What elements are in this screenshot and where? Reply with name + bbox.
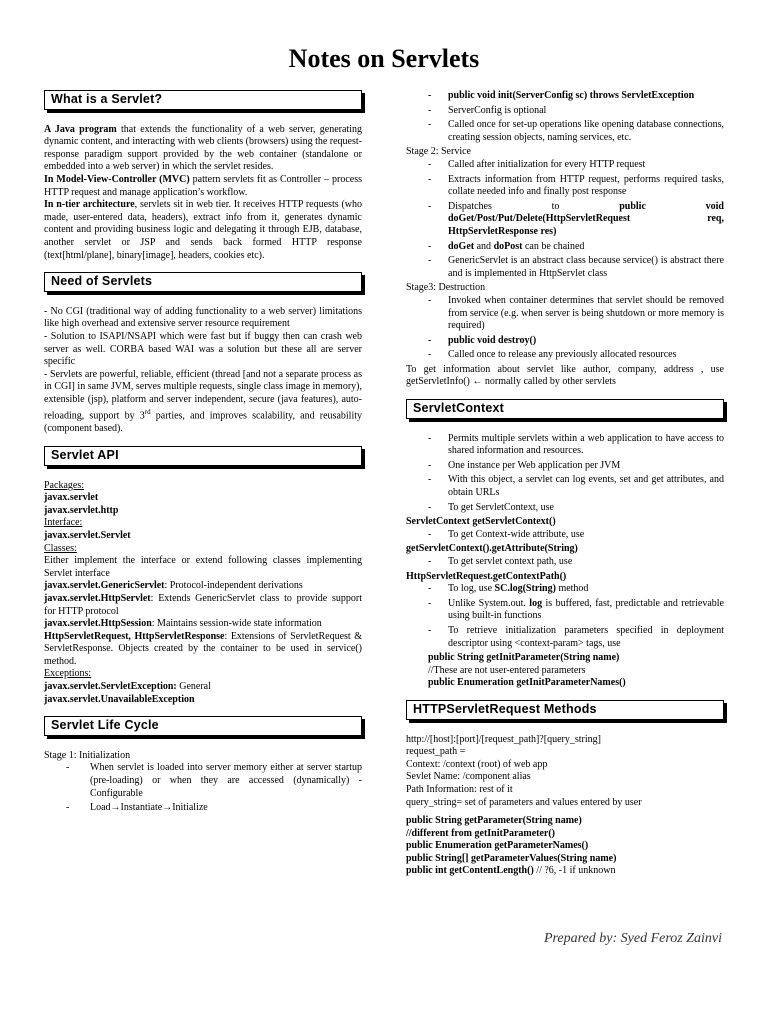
stage-1-list-continued xyxy=(424,90,724,144)
stage-2-list xyxy=(424,159,724,280)
method-line: public String[] getParameterValues(String name) xyxy=(406,852,617,864)
bold-term: In n-tier architecture xyxy=(44,199,135,211)
list-item: - GenericServlet is an abstract class because service() is abstract there and is implemented in HttpServlet class xyxy=(424,255,724,280)
list-item: - When servlet is loaded into server memory either at server startup (pre-loading) or when they are accessed (dynamically) - Configurable xyxy=(44,762,362,800)
packages-label: Packages: xyxy=(44,479,84,491)
section-heading-what-is-servlet: What is a Servlet? xyxy=(44,90,362,110)
superscript: rd xyxy=(144,408,151,417)
method-comment: //different from getInitParameter() xyxy=(406,827,556,839)
interface-label: Interface: xyxy=(44,517,83,529)
bold-term: HttpServletRequest, HttpServletResponse xyxy=(44,630,225,642)
text-line: query_string= set of parameters and values entered by user xyxy=(406,796,642,808)
section-heading-servlet-life-cycle: Servlet Life Cycle xyxy=(44,716,362,736)
list-item: - ServerConfig is optional xyxy=(424,105,724,118)
bold-term: SC.log(String) xyxy=(494,583,556,595)
list-item: - To get servlet context path, use xyxy=(424,556,724,569)
list-item: - Invoked when container determines that servlet should be removed from service (e.g. when server is being shutdown or more memory is required) xyxy=(424,295,724,333)
list-item: - Extracts information from HTTP request, performs required tasks, collate needed info and finally post response xyxy=(424,174,724,199)
list-item: - One instance per Web application per JVM xyxy=(424,460,724,473)
servlet-info-text: To get information about servlet like author, company, address , use getServletInfo() ← normally called by other servlets xyxy=(406,363,724,388)
text: can be chained xyxy=(522,240,585,252)
right-column xyxy=(406,90,724,878)
bold-term: Model-View-Controller (MVC) xyxy=(56,173,190,185)
class-item xyxy=(44,593,362,618)
text: : Maintains session-wide state information xyxy=(151,618,322,630)
bold-term: javax.servlet.HttpServlet xyxy=(44,592,151,604)
text: pattern servlets fit as Controller – process HTTP request and manage application’s workflow. xyxy=(44,173,362,198)
what-paragraph-2 xyxy=(44,174,362,199)
text: Unlike System.out. xyxy=(448,597,530,609)
code-line: HttpServletRequest.getContextPath() xyxy=(406,570,567,582)
what-paragraph-1 xyxy=(44,124,362,174)
bold-term: A Java program xyxy=(44,123,117,135)
classes-label: Classes: xyxy=(44,542,77,554)
page-title: Notes on Servlets xyxy=(288,44,480,73)
code-line: public Enumeration getInitParameterNames() xyxy=(428,677,626,689)
text: General xyxy=(176,681,211,693)
list-item xyxy=(424,201,724,239)
list-item: - Load→Instantiate→Initialize xyxy=(44,802,362,815)
class-item xyxy=(44,618,362,631)
bold-term: public int getContentLength() xyxy=(406,865,534,877)
method-line: public Enumeration getParameterNames() xyxy=(406,840,589,852)
context-list xyxy=(424,583,724,650)
list-item: - Called once for set-up operations like opening database connections, creating session objects, naming services, etc. xyxy=(424,119,724,144)
text: parties, and improves scalability, and reusability (component based). xyxy=(44,410,362,435)
text-line: Context: /context (root) of web app xyxy=(406,758,548,770)
text: : Protocol-independent derivations xyxy=(164,580,303,592)
stage-1-list xyxy=(44,762,362,814)
context-list xyxy=(424,556,724,569)
author-credit: Prepared by: Syed Feroz Zainvi xyxy=(543,931,722,946)
text: that extends the functionality of a web server, generating dynamic content, and interacting with web clients (browsers) using the request-response paradigm support provided by the web container (standalone or embedded into a web server) in which the servlet resides. xyxy=(44,123,362,173)
list-item: - Called after initialization for every HTTP request xyxy=(424,159,724,172)
left-column xyxy=(44,90,362,817)
package-item: javax.servlet.http xyxy=(44,504,119,516)
text: : Extends GenericServlet class to provide support for HTTP protocol xyxy=(44,592,362,617)
method-line xyxy=(406,865,724,878)
exception-item: javax.servlet.UnavailableException xyxy=(44,693,195,705)
list-item: - To get Context-wide attribute, use xyxy=(424,529,724,542)
list-item: - Called once to release any previously allocated resources xyxy=(424,349,724,362)
section-heading-need-of-servlets: Need of Servlets xyxy=(44,272,362,292)
text: Dispatches to xyxy=(448,200,620,212)
classes-text: Either implement the interface or extend following classes implementing Servlet interface xyxy=(44,555,362,579)
section-heading-httpservletrequest-methods: HTTPServletRequest Methods xyxy=(406,700,724,720)
list-item: - To retrieve initialization parameters specified in deployment descriptor using <context-param> tags, use xyxy=(424,625,724,650)
text: - Servlets are powerful, reliable, efficient (thread [and not a separate process as in CGI] in same JVM, serves multiple requests, single class image in memory), extensible (jsp), platform and server independent, secure (java features), auto-reloading, support by 3 xyxy=(44,368,362,422)
need-paragraph-2: - Solution to ISAPI/NSAPI which were fast but if buggy then can crash web server as well. CORBA based WAI was a solution but these all are server specific xyxy=(44,330,362,368)
context-list xyxy=(424,529,724,542)
url-format: http://[host]:[port]/[request_path]?[query_string] xyxy=(406,733,601,745)
interface-item: javax.servlet.Servlet xyxy=(44,529,131,541)
list-item xyxy=(424,583,724,596)
stage-1-label: Stage 1: Initialization xyxy=(44,749,131,761)
text: To log, use xyxy=(448,583,495,595)
bold-term: javax.servlet.HttpSession xyxy=(44,618,152,630)
section-heading-servlet-api: Servlet API xyxy=(44,446,362,466)
context-list xyxy=(424,433,724,515)
text-line: request_path = xyxy=(406,746,466,758)
text: is buffered, fast, predictable and retrievable using built-in functions xyxy=(448,597,724,622)
text-line: Path Information: rest of it xyxy=(406,783,513,795)
bold-term: In xyxy=(44,173,57,185)
bold-term: doPost xyxy=(493,240,523,252)
text: , servlets sit in web tier. It receives HTTP requests (who made, user-entered data, headers), extract info from it, generates dynamic content and providing business logic and delegating it through EJB, database, another servlet or JSP and sends back formed HTTP response (text[html/plane], binary[image], headers, cookies etc). xyxy=(44,199,362,261)
code-comment: //These are not user-entered parameters xyxy=(428,664,586,676)
list-item: - Permits multiple servlets within a web application to have access to shared information and resources. xyxy=(424,433,724,458)
bold-term: javax.servlet.GenericServlet xyxy=(44,580,165,592)
method-line: public String getParameter(String name) xyxy=(406,815,582,827)
list-item: - public void init(ServerConfig sc) throws ServletException xyxy=(424,90,724,103)
need-paragraph-1: - No CGI (traditional way of adding functionality to a web server) limitations like high overhead and extensive server resource requirement xyxy=(44,305,362,330)
stage-3-list xyxy=(424,295,724,362)
bold-term: javax.servlet.ServletException: xyxy=(44,681,177,693)
list-item xyxy=(424,598,724,623)
exceptions-label: Exceptions: xyxy=(44,668,92,680)
text: : Extensions of ServletRequest & ServletResponse. Objects created by the container to be used in service() method. xyxy=(44,630,362,667)
what-paragraph-3 xyxy=(44,199,362,262)
bold-term: public void doGet/Post/Put/Delete(HttpServletRequest req, HttpServletResponse res) xyxy=(448,200,724,237)
list-item: - public void destroy() xyxy=(424,335,724,348)
code-line: getServletContext().getAttribute(String) xyxy=(406,543,578,555)
class-item xyxy=(44,631,362,669)
bold-term: log xyxy=(529,597,543,609)
code-line: ServletContext getServletContext() xyxy=(406,516,556,528)
class-item xyxy=(44,580,362,593)
stage-3-label: Stage3: Destruction xyxy=(406,282,486,294)
text: // ?6, -1 if unknown xyxy=(533,865,616,877)
text: and xyxy=(474,240,494,252)
list-item xyxy=(424,241,724,254)
list-item: - With this object, a servlet can log events, set and get attributes, and obtain URLs xyxy=(424,474,724,499)
text: method xyxy=(555,583,589,595)
code-line: public String getInitParameter(String name) xyxy=(428,652,620,664)
bold-term: doGet xyxy=(448,240,475,252)
need-paragraph-3 xyxy=(44,369,362,436)
section-heading-servlet-context: ServletContext xyxy=(406,399,724,419)
exception-item xyxy=(44,681,362,694)
list-item: - To get ServletContext, use xyxy=(424,502,724,515)
stage-2-label: Stage 2: Service xyxy=(406,146,471,158)
text-line: Sevlet Name: /component alias xyxy=(406,771,531,783)
package-item: javax.servlet xyxy=(44,492,99,504)
